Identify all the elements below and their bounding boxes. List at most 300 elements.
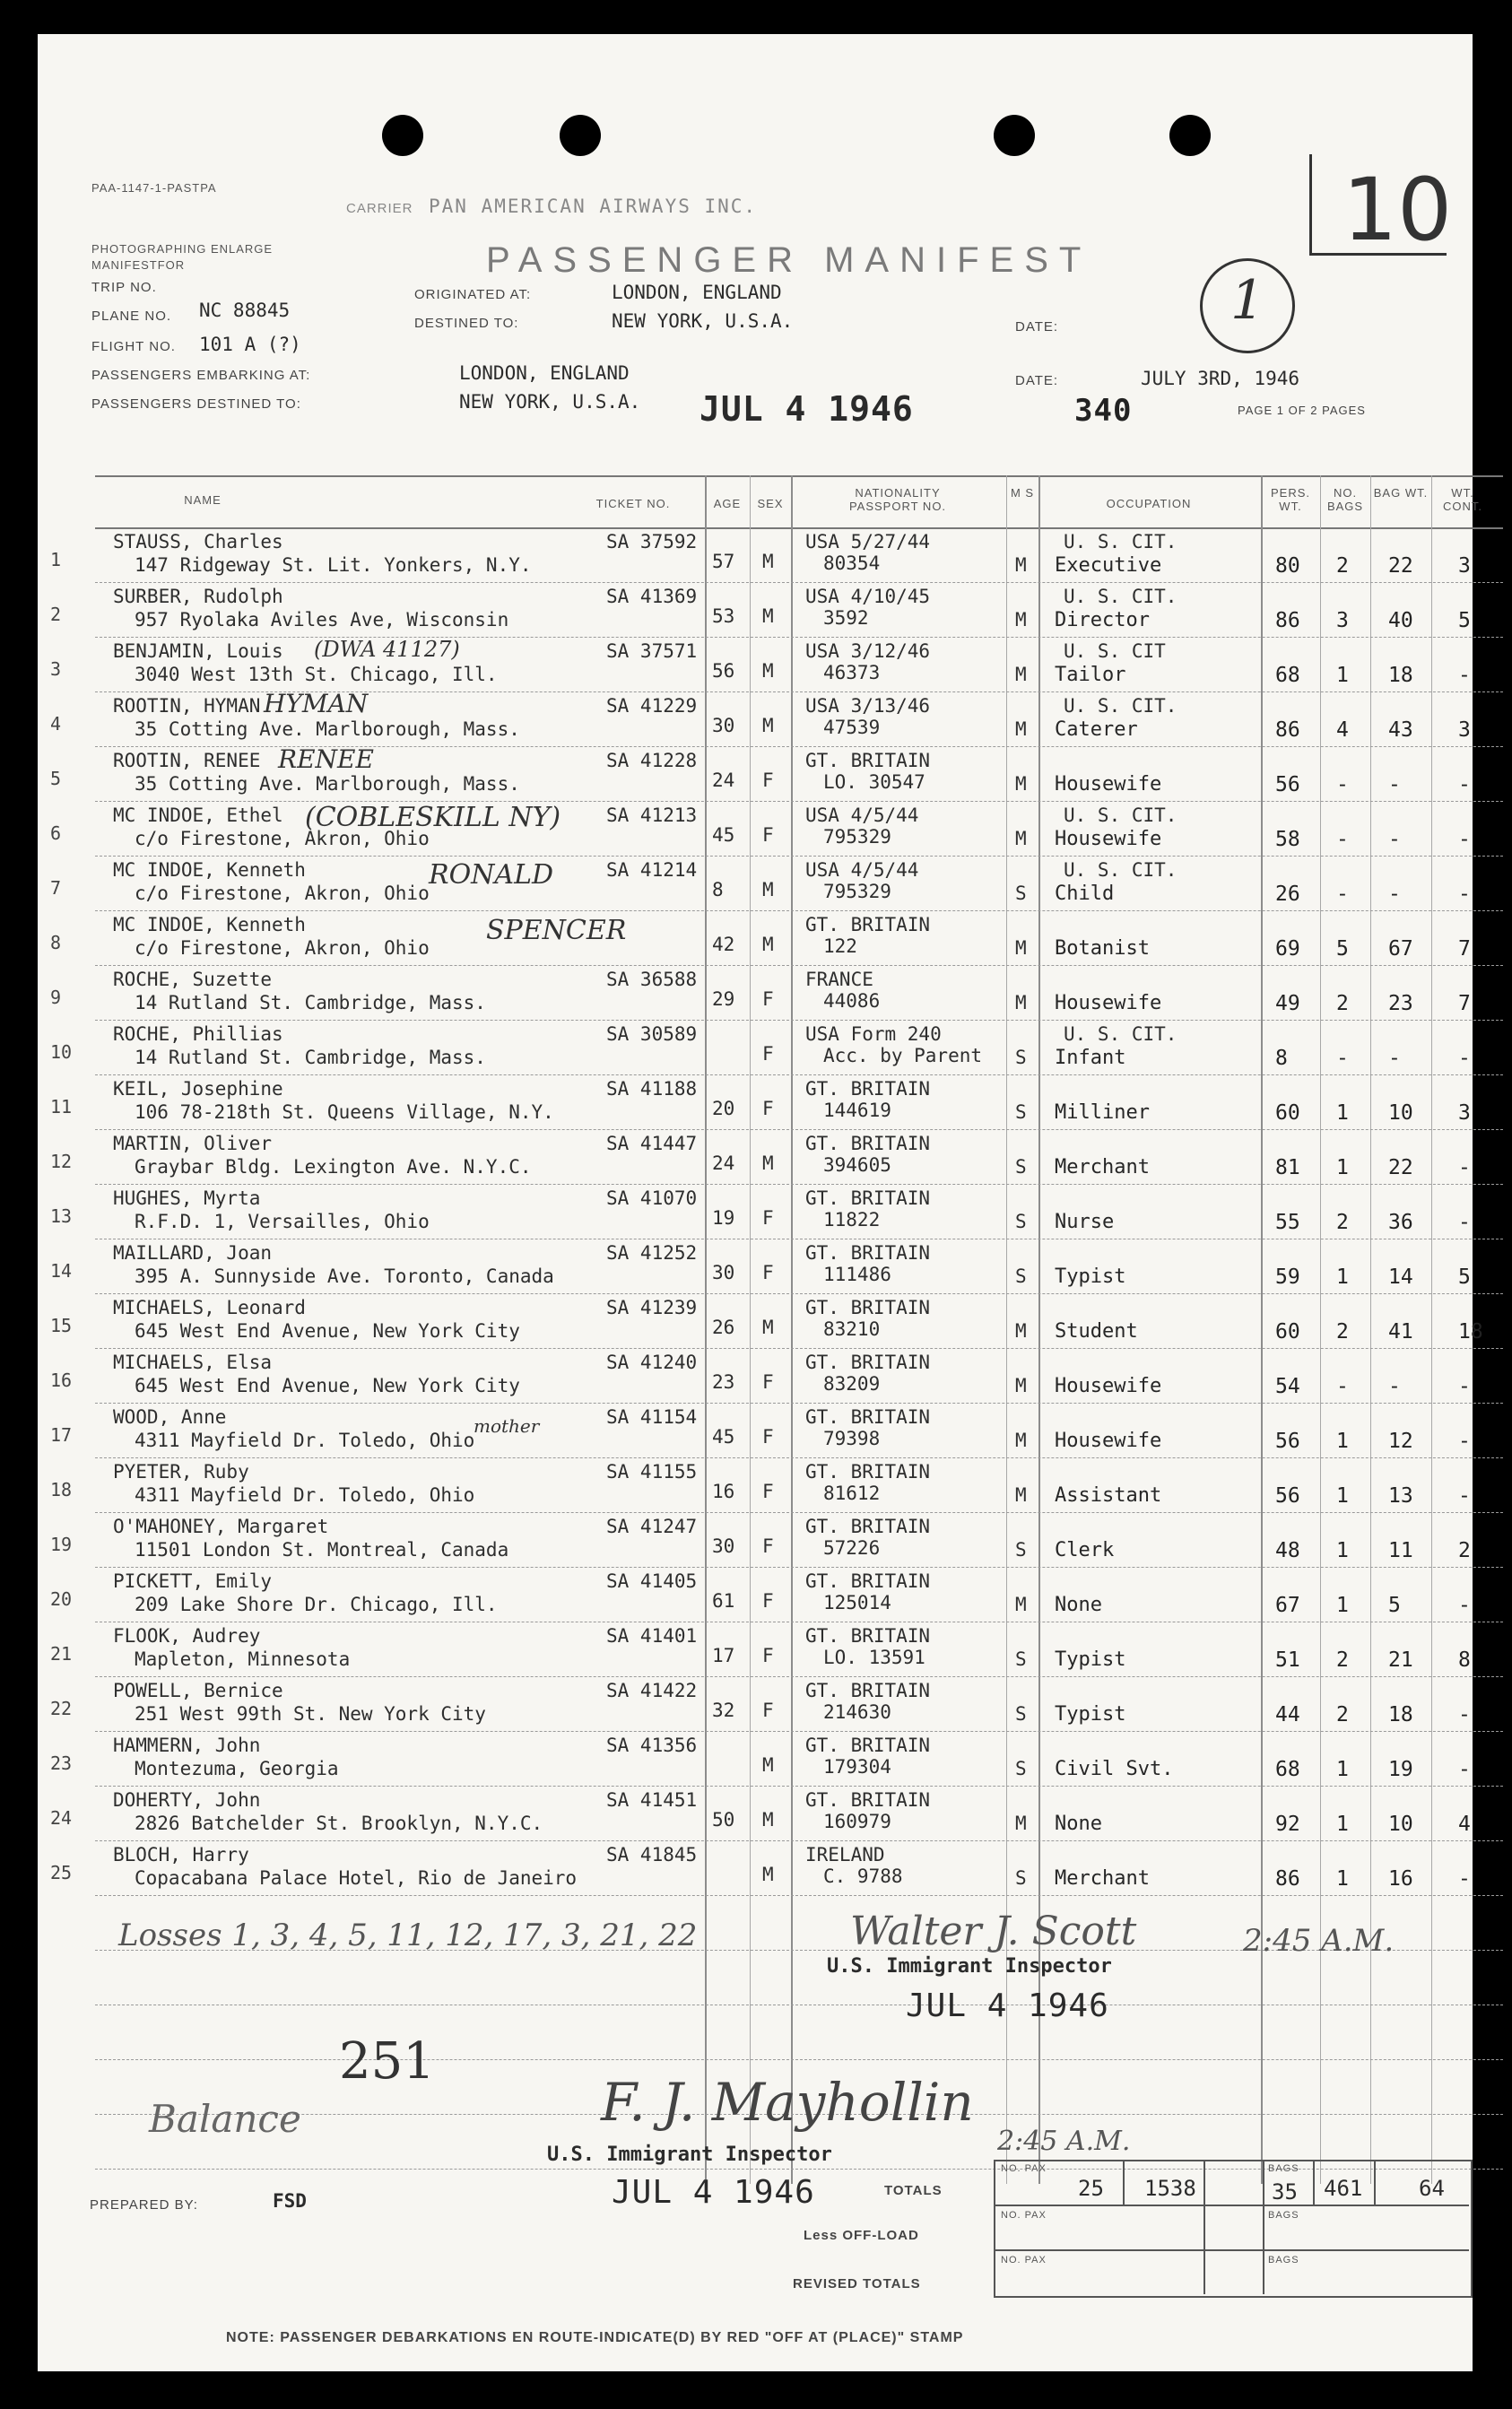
marital-status: M xyxy=(1015,773,1027,795)
ticket-no: SA 41154 xyxy=(606,1406,698,1428)
marital-status: S xyxy=(1015,1867,1027,1889)
passenger-name: PYETER, Ruby xyxy=(113,1461,249,1483)
trip-label: TRIP NO. xyxy=(91,280,157,295)
table-top-rule xyxy=(95,475,1503,478)
row-number: 15 xyxy=(50,1315,73,1336)
marital-status: S xyxy=(1015,1156,1027,1178)
passenger-address: Mapleton, Minnesota xyxy=(135,1648,351,1670)
table-row xyxy=(50,1293,1503,1347)
passport-no: LO. 13591 xyxy=(823,1647,925,1668)
inspector-title: U.S. Immigrant Inspector xyxy=(827,1955,1112,1978)
age: 20 xyxy=(712,1098,735,1119)
nationality: USA 4/10/45 xyxy=(805,586,931,607)
marital-status: M xyxy=(1015,1430,1027,1451)
age: 23 xyxy=(712,1371,735,1393)
page-of: PAGE 1 OF 2 PAGES xyxy=(1238,404,1366,417)
wt-cont: - xyxy=(1458,1375,1471,1398)
no-bags: - xyxy=(1336,883,1349,906)
pers-wt: 44 xyxy=(1275,1703,1300,1726)
wt-cont: 4 xyxy=(1458,1813,1471,1836)
ticket-no: SA 41240 xyxy=(606,1352,698,1373)
passenger-name: FLOOK, Audrey xyxy=(113,1625,261,1647)
pers-wt: 68 xyxy=(1275,664,1300,687)
ticket-no: SA 30589 xyxy=(606,1023,698,1045)
plane-label: PLANE NO. xyxy=(91,309,172,324)
table-row xyxy=(50,910,1503,964)
no-bags: 1 xyxy=(1336,1265,1349,1289)
punch-hole xyxy=(1169,115,1211,156)
wt-cont: - xyxy=(1458,1594,1471,1617)
age: 24 xyxy=(712,770,735,791)
marital-status: S xyxy=(1015,1758,1027,1779)
passport-no: 83209 xyxy=(823,1373,881,1395)
passenger-name: HAMMERN, John xyxy=(113,1735,261,1756)
bag-wt: - xyxy=(1388,828,1401,851)
col-pers-wt: PERS. WT. xyxy=(1270,486,1310,513)
passenger-address: 3040 West 13th St. Chicago, Ill. xyxy=(135,664,498,685)
no-bags: 2 xyxy=(1336,1648,1349,1672)
bag-wt: - xyxy=(1388,1375,1401,1398)
occupation: Director xyxy=(1055,609,1150,631)
age: 42 xyxy=(712,934,735,955)
row-rule xyxy=(95,1403,1503,1405)
passenger-address: 2826 Batchelder St. Brooklyn, N.Y.C. xyxy=(135,1813,543,1834)
marital-status: M xyxy=(1015,992,1027,1013)
no-bags: - xyxy=(1336,1047,1349,1070)
ticket-no: SA 41405 xyxy=(606,1570,698,1592)
passenger-name: MICHAELS, Elsa xyxy=(113,1352,273,1373)
row-number: 22 xyxy=(50,1698,73,1719)
passenger-name: SURBER, Rudolph xyxy=(113,586,283,607)
passport-no: 44086 xyxy=(823,990,881,1012)
occupation: Botanist xyxy=(1055,937,1150,960)
ticket-no: SA 41369 xyxy=(606,586,698,607)
nationality: GT. BRITAIN xyxy=(805,1187,931,1209)
marital-status: M xyxy=(1015,718,1027,740)
date2: JULY 3RD, 1946 xyxy=(1141,368,1300,389)
handwritten-number: 251 xyxy=(339,2032,435,2091)
col-bag-wt: BAG WT. xyxy=(1373,486,1429,500)
occupation: None xyxy=(1055,1594,1102,1616)
col-ms: M S xyxy=(1010,486,1035,500)
passenger-name: BLOCH, Harry xyxy=(113,1844,249,1865)
age: 50 xyxy=(712,1809,735,1831)
totals-rule xyxy=(1263,2160,1264,2294)
marital-status: M xyxy=(1015,1594,1027,1615)
passport-no: 179304 xyxy=(823,1756,891,1778)
passport-no: 111486 xyxy=(823,1264,891,1285)
sex: M xyxy=(762,605,774,627)
occupation: Typist xyxy=(1055,1265,1126,1288)
ticket-no: SA 41070 xyxy=(606,1187,698,1209)
row-number: 5 xyxy=(50,768,62,789)
passenger-address: 4311 Mayfield Dr. Toledo, Ohio xyxy=(135,1484,475,1506)
row-rule xyxy=(95,1786,1503,1787)
passenger-name: MC INDOE, Kenneth xyxy=(113,914,306,935)
row-number: 4 xyxy=(50,713,62,735)
ticket-no: SA 41247 xyxy=(606,1516,698,1537)
nationality: GT. BRITAIN xyxy=(805,1242,931,1264)
handwritten-note: RONALD xyxy=(429,859,554,891)
totals-rule xyxy=(994,2249,1469,2251)
row-number: 21 xyxy=(50,1643,73,1665)
bag-wt: 22 xyxy=(1388,554,1413,578)
occupation: None xyxy=(1055,1813,1102,1835)
sex: F xyxy=(762,1700,774,1721)
col-name: NAME xyxy=(184,493,222,507)
nationality: GT. BRITAIN xyxy=(805,1078,931,1100)
pers-wt: 8 xyxy=(1275,1047,1288,1070)
no-bags: 1 xyxy=(1336,1539,1349,1562)
passport-no: Acc. by Parent xyxy=(823,1045,983,1066)
passenger-address: 645 West End Avenue, New York City xyxy=(135,1320,520,1342)
wt-cont: - xyxy=(1458,1047,1471,1070)
row-number: 12 xyxy=(50,1151,73,1172)
pers-wt: 86 xyxy=(1275,609,1300,632)
table-row xyxy=(50,1239,1503,1292)
marital-status: M xyxy=(1015,554,1027,576)
col-no-bags: NO. BAGS xyxy=(1326,486,1364,513)
row-rule xyxy=(95,2005,1503,2006)
ticket-no: SA 41213 xyxy=(606,804,698,826)
flight-label: FLIGHT NO. xyxy=(91,339,176,354)
bag-wt: 19 xyxy=(1388,1758,1413,1781)
passenger-name: ROOTIN, HYMAN xyxy=(113,695,261,717)
citizenship-note: U. S. CIT. xyxy=(1064,859,1177,881)
pers-wt: 80 xyxy=(1275,554,1300,578)
no-bags: 1 xyxy=(1336,1484,1349,1508)
bag-wt: - xyxy=(1388,883,1401,906)
passenger-address: 645 West End Avenue, New York City xyxy=(135,1375,520,1396)
passenger-name: MC INDOE, Kenneth xyxy=(113,859,306,881)
pers-wt: 68 xyxy=(1275,1758,1300,1781)
nationality: USA 3/12/46 xyxy=(805,640,931,662)
marital-status: M xyxy=(1015,1375,1027,1396)
footer-note: NOTE: PASSENGER DEBARKATIONS EN ROUTE-INDICATE(D) BY RED "OFF AT (PLACE)" STAMP xyxy=(226,2330,964,2345)
handwritten-note: mother xyxy=(474,1415,540,1437)
no-bags: 1 xyxy=(1336,1430,1349,1453)
table-row xyxy=(50,1512,1503,1566)
pers-wt: 92 xyxy=(1275,1813,1300,1836)
passenger-name: ROOTIN, RENEE xyxy=(113,750,261,771)
ticket-no: SA 41252 xyxy=(606,1242,698,1264)
wt-cont: 3 xyxy=(1458,1101,1471,1125)
row-rule xyxy=(95,1020,1503,1022)
no-pax-label: NO. PAX xyxy=(1001,2255,1047,2266)
passenger-address: 147 Ridgeway St. Lit. Yonkers, N.Y. xyxy=(135,554,532,576)
occupation: Civil Svt. xyxy=(1055,1758,1174,1780)
age: 57 xyxy=(712,551,735,572)
pers-wt: 69 xyxy=(1275,937,1300,961)
totals-label: TOTALS xyxy=(884,2183,943,2198)
bags-label: BAGS xyxy=(1268,2210,1299,2221)
sex: F xyxy=(762,1207,774,1229)
totals-rule xyxy=(1313,2160,1315,2205)
age: 19 xyxy=(712,1207,735,1229)
ticket-no: SA 41228 xyxy=(606,750,698,771)
no-bags: 1 xyxy=(1336,1594,1349,1617)
circled-number: 1 xyxy=(1230,269,1265,332)
totals-pax: 25 xyxy=(1078,2176,1104,2201)
passenger-name: DOHERTY, John xyxy=(113,1789,261,1811)
occupation: Caterer xyxy=(1055,718,1138,741)
code-line: MANIFESTFOR xyxy=(91,258,186,272)
nationality: IRELAND xyxy=(805,1844,885,1865)
sex: M xyxy=(762,1152,774,1174)
row-number: 24 xyxy=(50,1807,73,1829)
nationality: USA Form 240 xyxy=(805,1023,942,1045)
age: 26 xyxy=(712,1317,735,1338)
no-bags: 1 xyxy=(1336,1758,1349,1781)
passenger-address: c/o Firestone, Akron, Ohio xyxy=(135,937,430,959)
marital-status: S xyxy=(1015,883,1027,904)
ticket-no: SA 41188 xyxy=(606,1078,698,1100)
bag-wt: 36 xyxy=(1388,1211,1413,1234)
embarking-label: PASSENGERS EMBARKING AT: xyxy=(91,368,311,383)
marital-status: M xyxy=(1015,664,1027,685)
table-row xyxy=(50,1074,1503,1128)
totals-rule xyxy=(1123,2160,1125,2205)
wt-cont: 3 xyxy=(1458,554,1471,578)
row-number: 11 xyxy=(50,1096,73,1118)
nationality: GT. BRITAIN xyxy=(805,1625,931,1647)
plane-no: NC 88845 xyxy=(199,300,291,321)
row-number: 17 xyxy=(50,1424,73,1446)
no-pax-label: NO. PAX xyxy=(1001,2210,1047,2221)
wt-cont: - xyxy=(1458,1867,1471,1891)
bag-wt: 43 xyxy=(1388,718,1413,742)
wt-cont: 7 xyxy=(1458,992,1471,1015)
row-rule xyxy=(95,1567,1503,1569)
inspector-stamp: JUL 4 1946 xyxy=(906,1987,1109,2024)
sex: F xyxy=(762,1481,774,1502)
bag-wt: 13 xyxy=(1388,1484,1413,1508)
pers-wt: 56 xyxy=(1275,773,1300,796)
age: 56 xyxy=(712,660,735,682)
nationality: GT. BRITAIN xyxy=(805,1570,931,1592)
bag-wt: - xyxy=(1388,1047,1401,1070)
passenger-address: Copacabana Palace Hotel, Rio de Janeiro xyxy=(135,1867,578,1889)
marital-status: S xyxy=(1015,1047,1027,1068)
ticket-no: SA 41845 xyxy=(606,1844,698,1865)
wt-cont: - xyxy=(1458,1758,1471,1781)
row-rule xyxy=(95,1129,1503,1131)
box-number: 10 xyxy=(1343,160,1453,260)
carrier-name: PAN AMERICAN AIRWAYS INC. xyxy=(429,196,758,217)
handwritten-list: Losses 1, 3, 4, 5, 11, 12, 17, 3, 21, 22 xyxy=(118,1918,698,1953)
passenger-address: 106 78-218th St. Queens Village, N.Y. xyxy=(135,1101,554,1123)
no-pax-label: NO. PAX xyxy=(1001,2163,1047,2174)
nationality: USA 4/5/44 xyxy=(805,859,919,881)
destined-to-label: PASSENGERS DESTINED TO: xyxy=(91,396,301,412)
bag-wt: 41 xyxy=(1388,1320,1413,1344)
no-bags: 1 xyxy=(1336,1156,1349,1179)
pers-wt: 86 xyxy=(1275,718,1300,742)
occupation: Clerk xyxy=(1055,1539,1115,1561)
no-bags: 2 xyxy=(1336,1320,1349,1344)
destined: NEW YORK, U.S.A. xyxy=(612,310,794,332)
page-title: PASSENGER MANIFEST xyxy=(486,240,1092,280)
wt-cont: - xyxy=(1458,1156,1471,1179)
row-number: 9 xyxy=(50,987,62,1008)
occupation: Housewife xyxy=(1055,992,1162,1014)
totals-box xyxy=(994,2160,1473,2298)
row-number: 1 xyxy=(50,549,62,570)
ticket-no: SA 41401 xyxy=(606,1625,698,1647)
passport-no: 214630 xyxy=(823,1701,891,1723)
handwritten-note: SPENCER xyxy=(486,915,627,946)
no-bags: 1 xyxy=(1336,1101,1349,1125)
row-rule xyxy=(95,637,1503,639)
ticket-no: SA 41451 xyxy=(606,1789,698,1811)
row-rule xyxy=(95,1239,1503,1240)
passenger-address: 35 Cotting Ave. Marlborough, Mass. xyxy=(135,718,520,740)
passenger-name: O'MAHONEY, Margaret xyxy=(113,1516,329,1537)
passport-no: 3592 xyxy=(823,607,869,629)
passenger-address: Graybar Bldg. Lexington Ave. N.Y.C. xyxy=(135,1156,532,1178)
marital-status: S xyxy=(1015,1648,1027,1670)
inspector-title: U.S. Immigrant Inspector xyxy=(547,2144,832,2166)
passenger-address: 957 Ryolaka Aviles Ave, Wisconsin xyxy=(135,609,509,631)
age: 53 xyxy=(712,605,735,627)
marital-status: S xyxy=(1015,1265,1027,1287)
handwritten-note: (DWA 41127) xyxy=(314,637,460,662)
passport-no: 46373 xyxy=(823,662,881,683)
marital-status: S xyxy=(1015,1211,1027,1232)
row-number: 18 xyxy=(50,1479,73,1500)
pers-wt: 56 xyxy=(1275,1484,1300,1508)
carrier-label: CARRIER xyxy=(346,201,413,216)
row-number: 13 xyxy=(50,1205,73,1227)
marital-status: S xyxy=(1015,1539,1027,1561)
nationality: GT. BRITAIN xyxy=(805,1789,931,1811)
marital-status: M xyxy=(1015,609,1027,631)
row-number: 23 xyxy=(50,1752,73,1774)
occupation: Merchant xyxy=(1055,1867,1150,1890)
pers-wt: 55 xyxy=(1275,1211,1300,1234)
citizenship-note: U. S. CIT. xyxy=(1064,586,1177,607)
sex: M xyxy=(762,660,774,682)
no-bags: 1 xyxy=(1336,664,1349,687)
wt-cont: 5 xyxy=(1458,1265,1471,1289)
table-row xyxy=(50,527,1503,581)
embarking: LONDON, ENGLAND xyxy=(459,362,630,384)
totals-bags: 35 xyxy=(1272,2179,1298,2205)
pers-wt: 81 xyxy=(1275,1156,1300,1179)
passenger-address: 14 Rutland St. Cambridge, Mass. xyxy=(135,992,486,1013)
row-rule xyxy=(95,1622,1503,1623)
pers-wt: 86 xyxy=(1275,1867,1300,1891)
age: 29 xyxy=(712,988,735,1010)
wt-cont: - xyxy=(1458,883,1471,906)
marital-status: S xyxy=(1015,1101,1027,1123)
bag-wt: 67 xyxy=(1388,937,1413,961)
passenger-name: STAUSS, Charles xyxy=(113,531,283,552)
passenger-name: HUGHES, Myrta xyxy=(113,1187,261,1209)
passenger-address: Montezuma, Georgia xyxy=(135,1758,339,1779)
table-row xyxy=(50,1020,1503,1074)
sex: M xyxy=(762,551,774,572)
table-row xyxy=(50,637,1503,691)
pers-wt: 54 xyxy=(1275,1375,1300,1398)
passport-no: 125014 xyxy=(823,1592,891,1613)
citizenship-note: U. S. CIT. xyxy=(1064,695,1177,717)
ticket-no: SA 41356 xyxy=(606,1735,698,1756)
marital-status: M xyxy=(1015,1320,1027,1342)
age: 30 xyxy=(712,1535,735,1557)
age: 30 xyxy=(712,715,735,736)
prepared-by: FSD xyxy=(273,2190,307,2212)
nationality: GT. BRITAIN xyxy=(805,1461,931,1483)
totals-rule xyxy=(994,2205,1469,2206)
pers-wt: 58 xyxy=(1275,828,1300,851)
row-rule xyxy=(95,1184,1503,1186)
punch-hole xyxy=(994,115,1035,156)
table-row xyxy=(50,1840,1503,1894)
table-row xyxy=(50,1457,1503,1511)
handwritten-note: HYMAN xyxy=(264,689,369,718)
table-row xyxy=(50,1731,1503,1785)
no-bags: 3 xyxy=(1336,609,1349,632)
table-row xyxy=(50,1403,1503,1457)
ticket-no: SA 41155 xyxy=(606,1461,698,1483)
occupation: Merchant xyxy=(1055,1156,1150,1178)
passenger-address: R.F.D. 1, Versailles, Ohio xyxy=(135,1211,430,1232)
passenger-address: 11501 London St. Montreal, Canada xyxy=(135,1539,509,1561)
ticket-no: SA 41214 xyxy=(606,859,698,881)
nationality: USA 4/5/44 xyxy=(805,804,919,826)
inspector-stamp: JUL 4 1946 xyxy=(612,2174,815,2211)
totals-pers-wt: 1538 xyxy=(1144,2176,1196,2201)
signature: Walter J. Scott xyxy=(850,1909,1137,1954)
wt-cont: 8 xyxy=(1458,1648,1471,1672)
age: 16 xyxy=(712,1481,735,1502)
row-rule xyxy=(95,1731,1503,1733)
no-bags: 4 xyxy=(1336,718,1349,742)
passenger-name: POWELL, Bernice xyxy=(113,1680,283,1701)
row-rule xyxy=(95,1293,1503,1295)
row-number: 6 xyxy=(50,822,62,844)
handwritten-time: 2:45 A.M. xyxy=(997,2126,1131,2157)
passport-no: 144619 xyxy=(823,1100,891,1121)
punch-hole xyxy=(560,115,601,156)
occupation: Infant xyxy=(1055,1047,1126,1069)
occupation: Housewife xyxy=(1055,1375,1162,1397)
passport-no: 81612 xyxy=(823,1483,881,1504)
occupation: Milliner xyxy=(1055,1101,1150,1124)
sex: M xyxy=(762,1317,774,1338)
passport-no: 122 xyxy=(823,935,857,957)
pers-wt: 51 xyxy=(1275,1648,1300,1672)
code-line: PHOTOGRAPHING ENLARGE xyxy=(91,242,274,256)
no-bags: 2 xyxy=(1336,554,1349,578)
bag-wt: 12 xyxy=(1388,1430,1413,1453)
passenger-address: 395 A. Sunnyside Ave. Toronto, Canada xyxy=(135,1265,554,1287)
passenger-address: 35 Cotting Ave. Marlborough, Mass. xyxy=(135,773,520,795)
occupation: Assistant xyxy=(1055,1484,1162,1507)
bag-wt: 10 xyxy=(1388,1101,1413,1125)
totals-bag-wt: 461 xyxy=(1324,2176,1363,2201)
handwritten-time: 2:45 A.M. xyxy=(1243,1923,1395,1959)
sex: F xyxy=(762,1371,774,1393)
row-rule xyxy=(95,1348,1503,1350)
handwritten-balance: Balance xyxy=(149,2097,301,2141)
pers-wt: 48 xyxy=(1275,1539,1300,1562)
sex: F xyxy=(762,1262,774,1283)
passenger-address: c/o Firestone, Akron, Ohio xyxy=(135,828,430,849)
wt-cont: 2 xyxy=(1458,1539,1471,1562)
form-code: PAA-1147-1-PASTPA xyxy=(91,181,217,195)
